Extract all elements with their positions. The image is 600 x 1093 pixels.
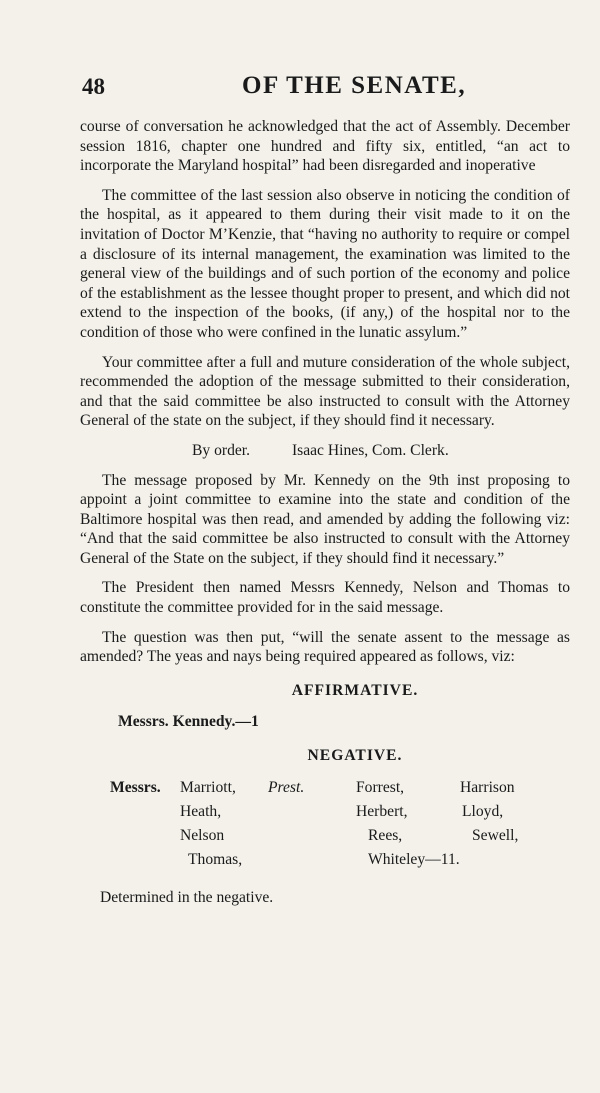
signature-line — [80, 441, 570, 461]
page-number: 48 — [82, 74, 105, 99]
by-order: By order. — [192, 441, 251, 459]
voter-name: Nelson — [180, 826, 225, 844]
voter-name: Forrest, — [356, 778, 405, 796]
voter-name: Heath, — [180, 802, 222, 820]
voter-name: Rees, — [368, 826, 403, 844]
voter-name: Thomas, — [188, 850, 243, 868]
voter-name: Whiteley—11. — [368, 850, 460, 868]
affirmative-heading: AFFIRMATIVE. — [291, 681, 419, 699]
voter-name: Sewell, — [472, 826, 519, 844]
messrs-label: Messrs. — [110, 778, 161, 796]
voter-name: Lloyd, — [462, 802, 504, 820]
paragraph: The President then named Messrs Kennedy, Nelson and Thomas to constitute the committee provided for in the said message. — [80, 579, 570, 617]
voter-name: Harrison — [460, 778, 515, 796]
voter-name: Marriott, — [180, 778, 236, 796]
determination: Determined in the negative. — [100, 888, 274, 906]
paragraph: Your committee after a full and muture consideration of the whole subject, recommended the adoption of the message submitted to their consideration, and that the said committee be also instructed to consult with the Attorney General of the state on the subject, if they should find it necessary. — [80, 353, 570, 430]
affirmative-votes: Messrs. Kennedy.—1 — [118, 713, 259, 731]
paragraph: course of conversation he acknowledged that the act of Assembly. December session 1816, chapter one hundred and fifty six, entitled, “an act to incorporate the Maryland hospital” had been disregarded and inoperative — [80, 118, 570, 175]
negative-votes — [80, 778, 570, 874]
paragraph: The message proposed by Mr. Kennedy on the 9th inst proposing to appoint a joint committee to examine into the state and condition of the Baltimore hospital was then read, and amended by adding the following viz: “And that the said committee be also instructed to consult with the Attorney General of the State on the subject, if they should find it necessary.” — [80, 471, 570, 567]
negative-heading: NEGATIVE. — [307, 747, 403, 765]
voter-name: Herbert, — [356, 802, 408, 820]
document-body — [80, 117, 570, 907]
paragraph: The question was then put, “will the senate assent to the message as amended? The yeas and nays being required appeared as follows, viz: — [80, 628, 570, 666]
page-header — [82, 72, 542, 106]
clerk-name: Isaac Hines, Com. Clerk. — [291, 441, 449, 459]
voter-title: Prest. — [268, 778, 305, 796]
page-title: OF THE SENATE, — [242, 72, 467, 99]
paragraph: The committee of the last session also observe in noticing the condition of the hospital, as it appeared to them during their visit made to it on the invitation of Doctor M’Kenzie, that “having no authority to require or compel a disclosure of its internal management, the examination was limited to the general view of the buildings and of such portion of the economy and police of the establishment as the lessee thought proper to present, and which did not extend to the inspection of the books, (if any,) of the hospital nor to the condition of those who were confined in the lunatic assylum.” — [80, 186, 570, 341]
